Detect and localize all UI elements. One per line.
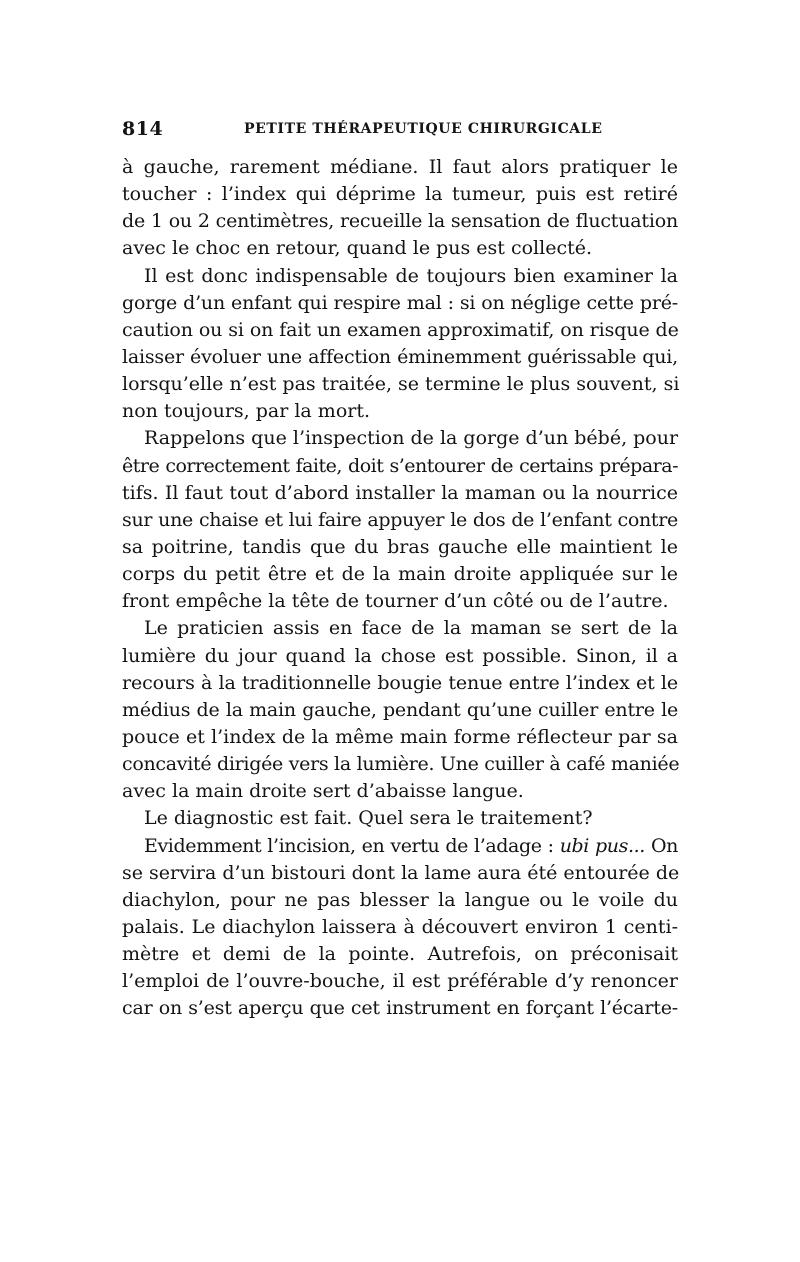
text-line: car on s’est aperçu que cet instrument en forçant l’écarte- [122,997,678,1020]
text-line: à gauche, rarement médiane. Il faut alors pratiquer le [122,156,678,178]
text-line: sa poitrine, tandis que du bras gauche elle maintient le [122,535,678,558]
text-run: Evidemment l’incision, en vertu de l’adage : [144,834,560,857]
text-line: diachylon, pour ne pas blesser la langue ou le voile du [122,888,678,911]
text-line: Le diagnostic est fait. Quel sera le traitement? [144,807,593,830]
text-line: de 1 ou 2 centimètres, recueille la sensation de fluctuation [122,210,678,233]
text-line: recours à la traditionnelle bougie tenue entre l’index et le [122,671,678,694]
text-line: lumière du jour quand la chose est possible. Sinon, il a [122,644,678,667]
text-line: Il est donc indispensable de toujours bien examiner la [144,264,678,287]
body-text [122,154,678,1023]
text-line: tifs. Il faut tout d’abord installer la maman ou la nourrice [122,481,678,504]
text-line: corps du petit être et de la main droite appliquée sur le [122,563,678,586]
page-header [122,118,678,142]
text-line: toucher : l’index qui déprime la tumeur, puis est retiré [122,183,678,206]
text-line [122,833,678,860]
text-line: concavité dirigée vers la lumière. Une cuiller à café maniée [122,753,680,776]
running-head: PETITE THÉRAPEUTIQUE CHIRURGICALE [244,121,603,137]
text-line: sur une chaise et lui faire appuyer le dos de l’enfant contre [122,508,678,531]
text-run: On [644,834,678,857]
text-line: Rappelons que l’inspection de la gorge d’un bébé, pour [144,427,679,450]
text-line: non toujours, par la mort. [122,400,371,423]
text-line: l’emploi de l’ouvre-bouche, il est préférable d’y renoncer [122,970,678,993]
text-line: être correctement faite, doit s’entourer de certains prépara- [122,454,678,477]
text-line: laisser évoluer une affection éminemment guérissable qui, [122,345,678,368]
text-line: Le praticien assis en face de la maman se sert de la [144,617,678,640]
text-line: avec le choc en retour, quand le pus est collecté. [122,237,592,260]
text-line: front empêche la tête de tourner d’un côté ou de l’autre. [122,590,669,613]
text-line: pouce et l’index de la même main forme réflecteur par sa [122,725,678,748]
text-line: médius de la main gauche, pendant qu’une cuiller entre le [122,698,678,721]
text-line: gorge d’un enfant qui respire mal : si on néglige cette pré- [122,291,678,314]
text-line: caution ou si on fait un examen approximatif, on risque de [122,318,679,341]
text-line: palais. Le diachylon laissera à découvert environ 1 centi- [122,915,678,938]
page-number: 814 [122,118,164,140]
text-line: lorsqu’elle n’est pas traitée, se termine le plus souvent, si [122,373,680,396]
text-line: mètre et demi de la pointe. Autrefois, on préconisait [122,943,678,966]
italic-phrase: ubi pus... [559,834,645,857]
text-line: se servira d’un bistouri dont la lame aura été entourée de [122,861,680,884]
text-line: avec la main droite sert d’abaisse langue. [122,780,524,803]
